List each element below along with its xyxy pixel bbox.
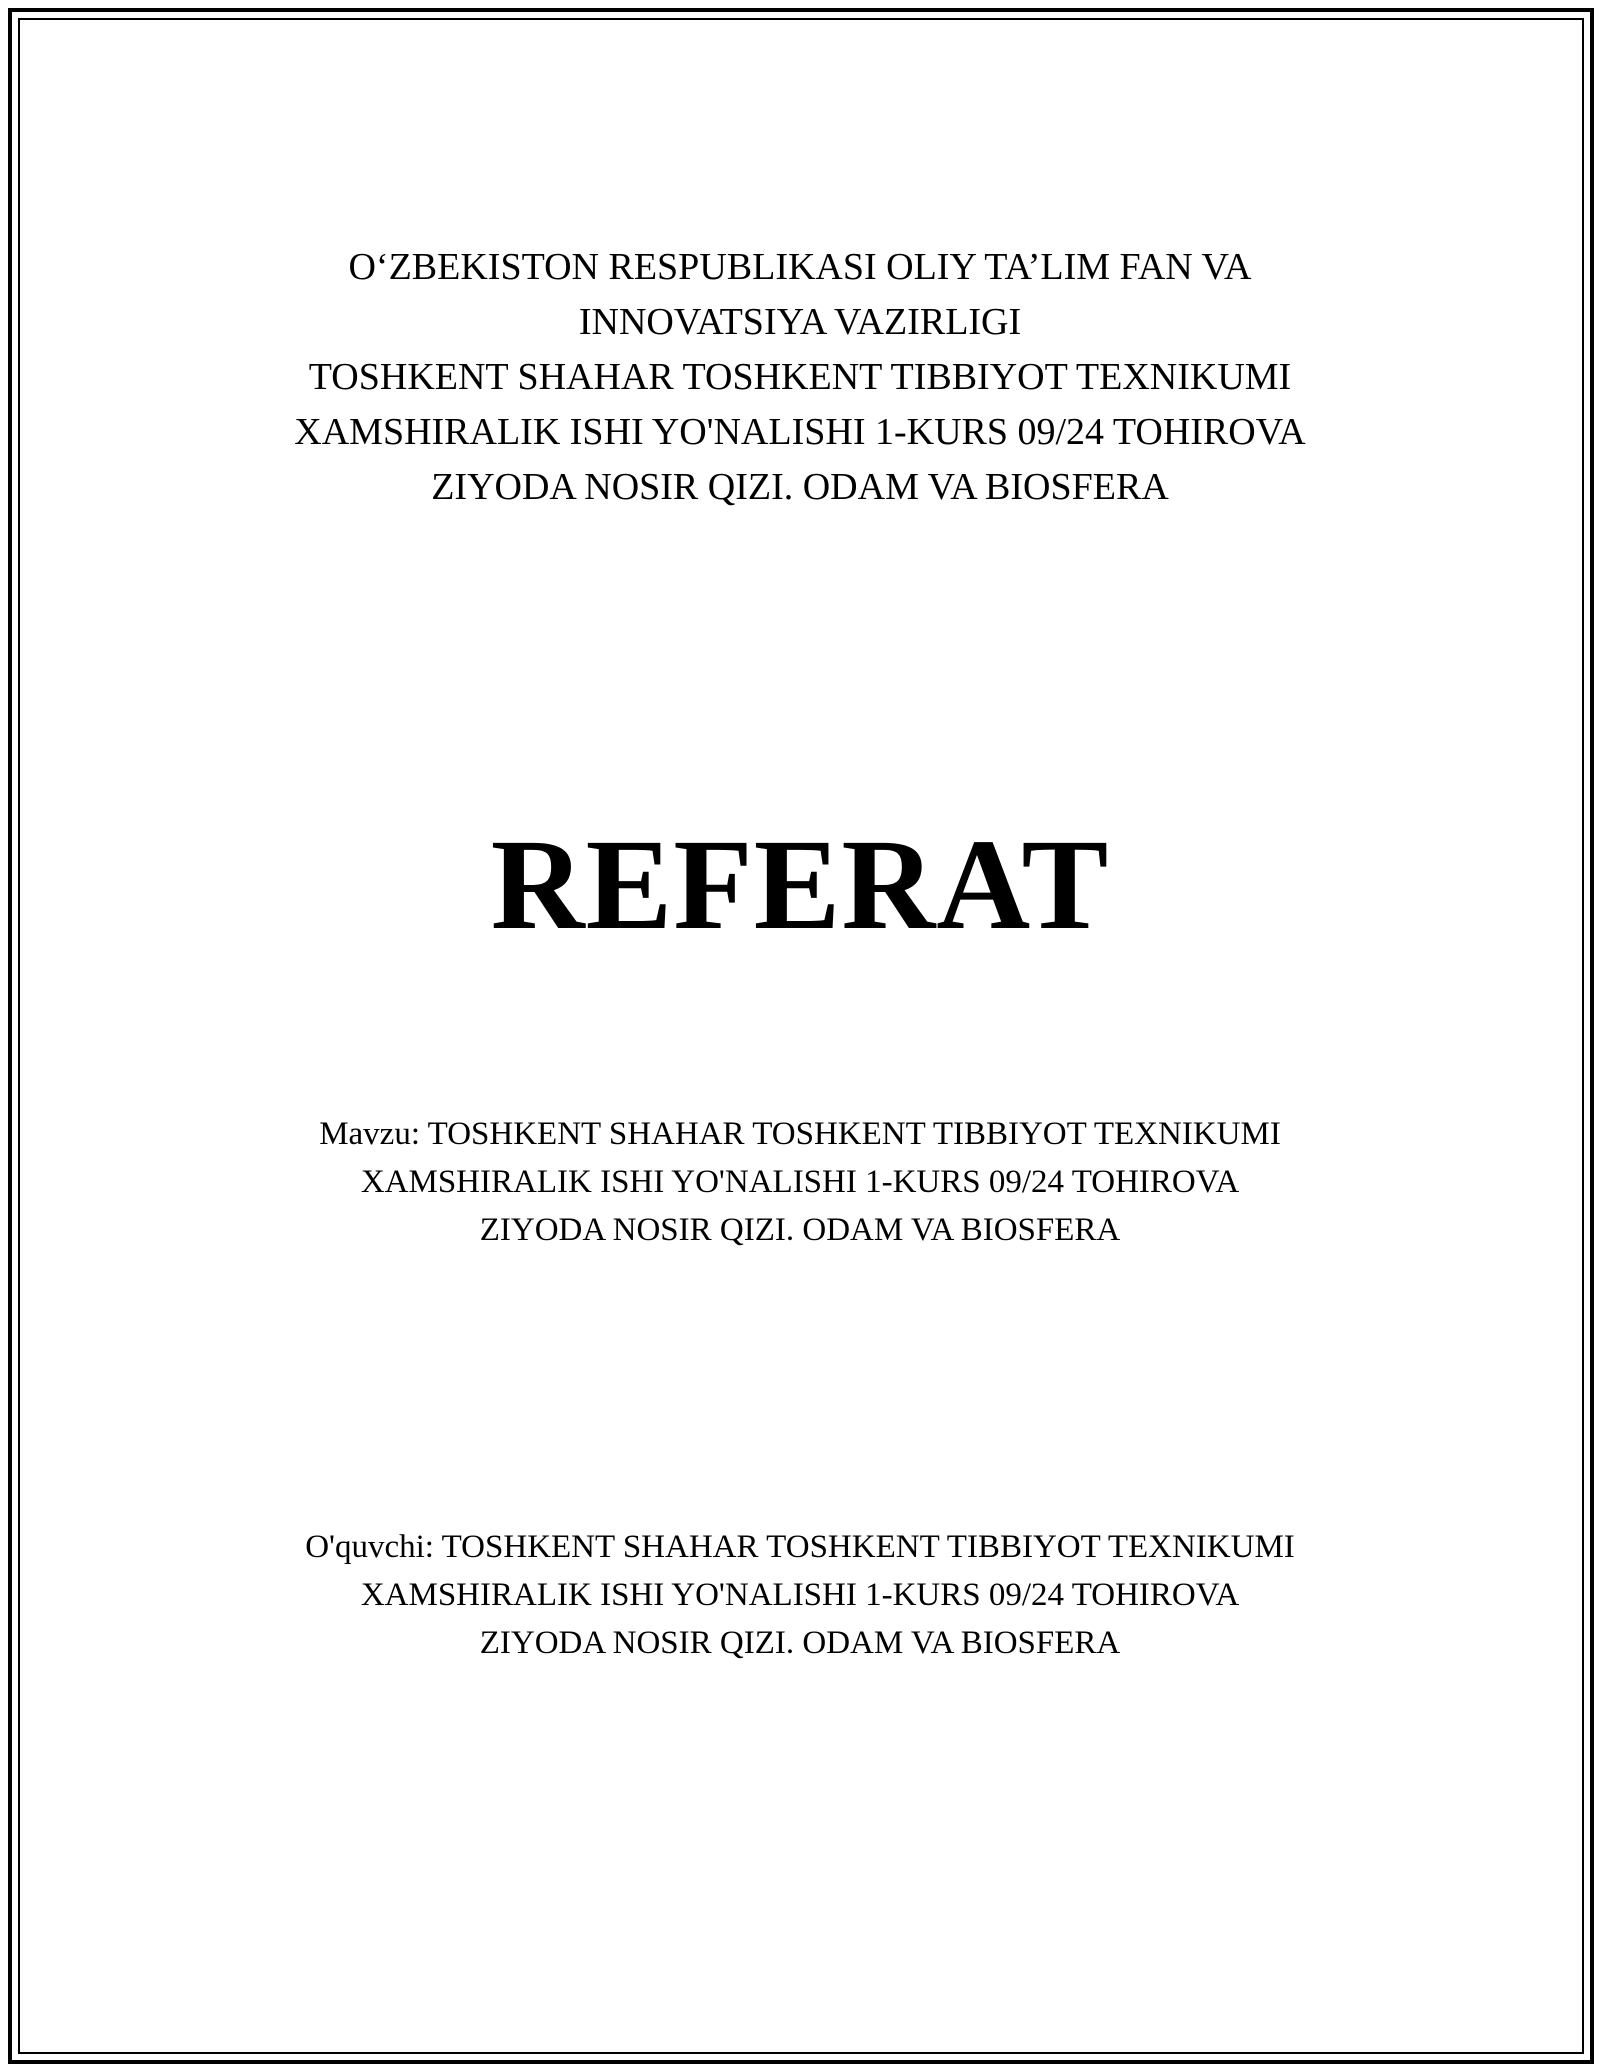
topic-line: Mavzu: TOSHKENT SHAHAR TOSHKENT TIBBIYOT TEXNIKUMI xyxy=(319,1116,1281,1152)
topic-line: ZIYODA NOSIR QIZI. ODAM VA BIOSFERA xyxy=(479,1212,1121,1248)
student-line: ZIYODA NOSIR QIZI. ODAM VA BIOSFERA xyxy=(479,1625,1121,1661)
topic-line: XAMSHIRALIK ISHI YO'NALISHI 1-KURS 09/24 TOHIROVA xyxy=(360,1164,1240,1200)
header-line: INNOVATSIYA VAZIRLIGI xyxy=(578,301,1022,343)
document-title: REFERAT xyxy=(490,813,1110,957)
header-line: XAMSHIRALIK ISHI YO'NALISHI 1-KURS 09/24 TOHIROVA xyxy=(294,411,1306,453)
student-line: O'quvchi: TOSHKENT SHAHAR TOSHKENT TIBBIYOT TEXNIKUMI xyxy=(305,1529,1295,1565)
header-line: TOSHKENT SHAHAR TOSHKENT TIBBIYOT TEXNIKUMI xyxy=(308,356,1292,398)
header-line: O‘ZBEKISTON RESPUBLIKASI OLIY TA’LIM FAN VA xyxy=(348,246,1252,288)
header-line: ZIYODA NOSIR QIZI. ODAM VA BIOSFERA xyxy=(431,466,1169,508)
student-line: XAMSHIRALIK ISHI YO'NALISHI 1-KURS 09/24 TOHIROVA xyxy=(360,1577,1240,1613)
institution-header xyxy=(0,240,1600,515)
student-section xyxy=(0,1523,1600,1667)
topic-section xyxy=(0,1110,1600,1254)
